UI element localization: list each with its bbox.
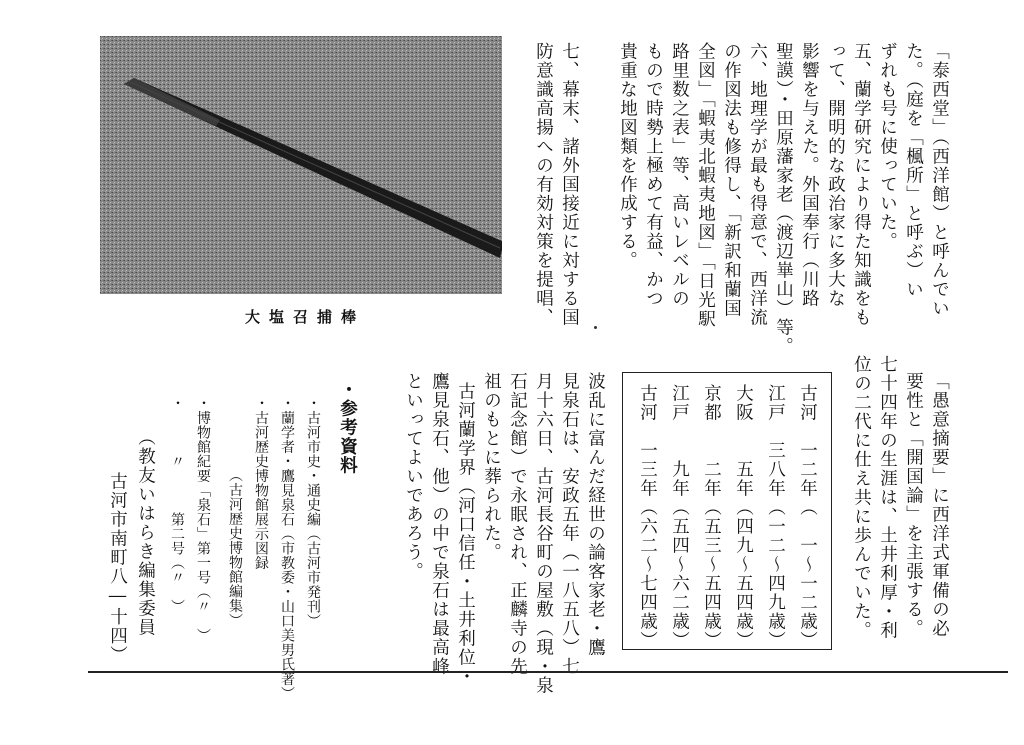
text-column: 見泉石は、安政五年（一八五八）七 xyxy=(559,372,580,676)
reference-item: ・古河市史・通史編（古河市発刊） xyxy=(305,396,321,628)
text-column: 石記念館）で永眠され、正麟寺の先 xyxy=(507,372,528,676)
text-column: 鷹見泉石、他）の中で泉石は最高峰 xyxy=(429,372,450,676)
text-column: 影響を与えた。外国奉行（川路 xyxy=(799,42,820,308)
text-column: 要性と「開国論」を主張する。 xyxy=(903,372,924,638)
reference-item: （古河歴史博物館編集） xyxy=(227,468,243,628)
text-column: 七十四年の生涯は、土井利厚・利 xyxy=(877,355,898,640)
photo-otori-bou xyxy=(100,36,502,294)
text-column: 六、地理学が最も得意で、西洋流 xyxy=(747,42,768,327)
text-column: 波乱に富んだ経世の論客家老・鷹 xyxy=(585,372,606,657)
text-column: の作図法も修得し、「新訳和蘭国 xyxy=(721,42,742,319)
text-column: 全図」「蝦夷北蝦夷地図」「日光駅 xyxy=(695,42,716,329)
table-row: 江戸 三八年（一二～四九歳） xyxy=(765,384,786,650)
text-column: ずれも号に使っていた。 xyxy=(877,42,898,251)
table-row: 京都 二年（五三～五四歳） xyxy=(701,384,722,650)
text-column: た。（庭を「楓所」と呼ぶ）い xyxy=(903,42,924,300)
text-column: といってよいであろう。 xyxy=(403,372,424,581)
table-row: 古河 一三年（六二～七四歳） xyxy=(637,384,658,650)
reference-item: ・博物館紀要「泉石」第一号（〃 ） xyxy=(195,396,211,643)
references-heading: ・参考資料 xyxy=(337,380,358,475)
text-column: 「泰西堂」（西洋館）と呼んでい xyxy=(929,42,950,319)
text-column: 貴重な地図類を作成する。 xyxy=(617,42,638,270)
text-column: 五、蘭学研究により得た知識をも xyxy=(851,42,872,327)
reference-item: ・蘭学者・鷹見泉石（市教委・山口美男氏著） xyxy=(279,396,295,701)
text-column: 祖のもとに葬られた。 xyxy=(481,372,502,562)
text-column: 「愚意摘要」に西洋式軍備の必 xyxy=(929,372,950,638)
text-column: 路里数之表」等、高いレベルの xyxy=(669,42,690,308)
editor-credit: （教友いはらき編集委員 xyxy=(135,428,156,637)
text-column: 聖謨）・田原藩家老（渡辺崋山）等。 xyxy=(773,42,794,357)
bottom-rule xyxy=(88,671,1008,673)
reference-item: ・ 〃 第二号（〃 ） xyxy=(169,396,185,614)
reference-item: ・古河歴史博物館展示図録 xyxy=(253,396,269,570)
table-row: 古河 一二年（ 一～一二歳） xyxy=(797,384,818,650)
table-row: 大阪 五年（四九～五四歳） xyxy=(733,384,754,650)
text-column: 防意識高揚への有効対策を提唱、 xyxy=(533,42,554,327)
text-column: って、開明的な政治家に多大な xyxy=(825,42,846,308)
editor-address: 古河市南町八―十四） xyxy=(107,472,128,665)
text-column: 位の二代に仕え共に歩んでいた。 xyxy=(851,355,872,640)
dot-mark xyxy=(594,326,597,329)
table-row: 江戸 九年（五四～六二歳） xyxy=(669,384,690,650)
text-column: もので時勢上極めて有益、かつ xyxy=(643,42,664,308)
stick-image xyxy=(100,36,502,294)
text-column: 古河蘭学界（河口信任・土井利位・ xyxy=(455,382,476,686)
photo-caption: 大塩召捕棒 xyxy=(245,308,366,326)
text-column: 月十六日、古河長谷町の屋敷（現・泉 xyxy=(533,372,554,695)
text-column: 七、幕末、諸外国接近に対する国 xyxy=(559,42,580,327)
